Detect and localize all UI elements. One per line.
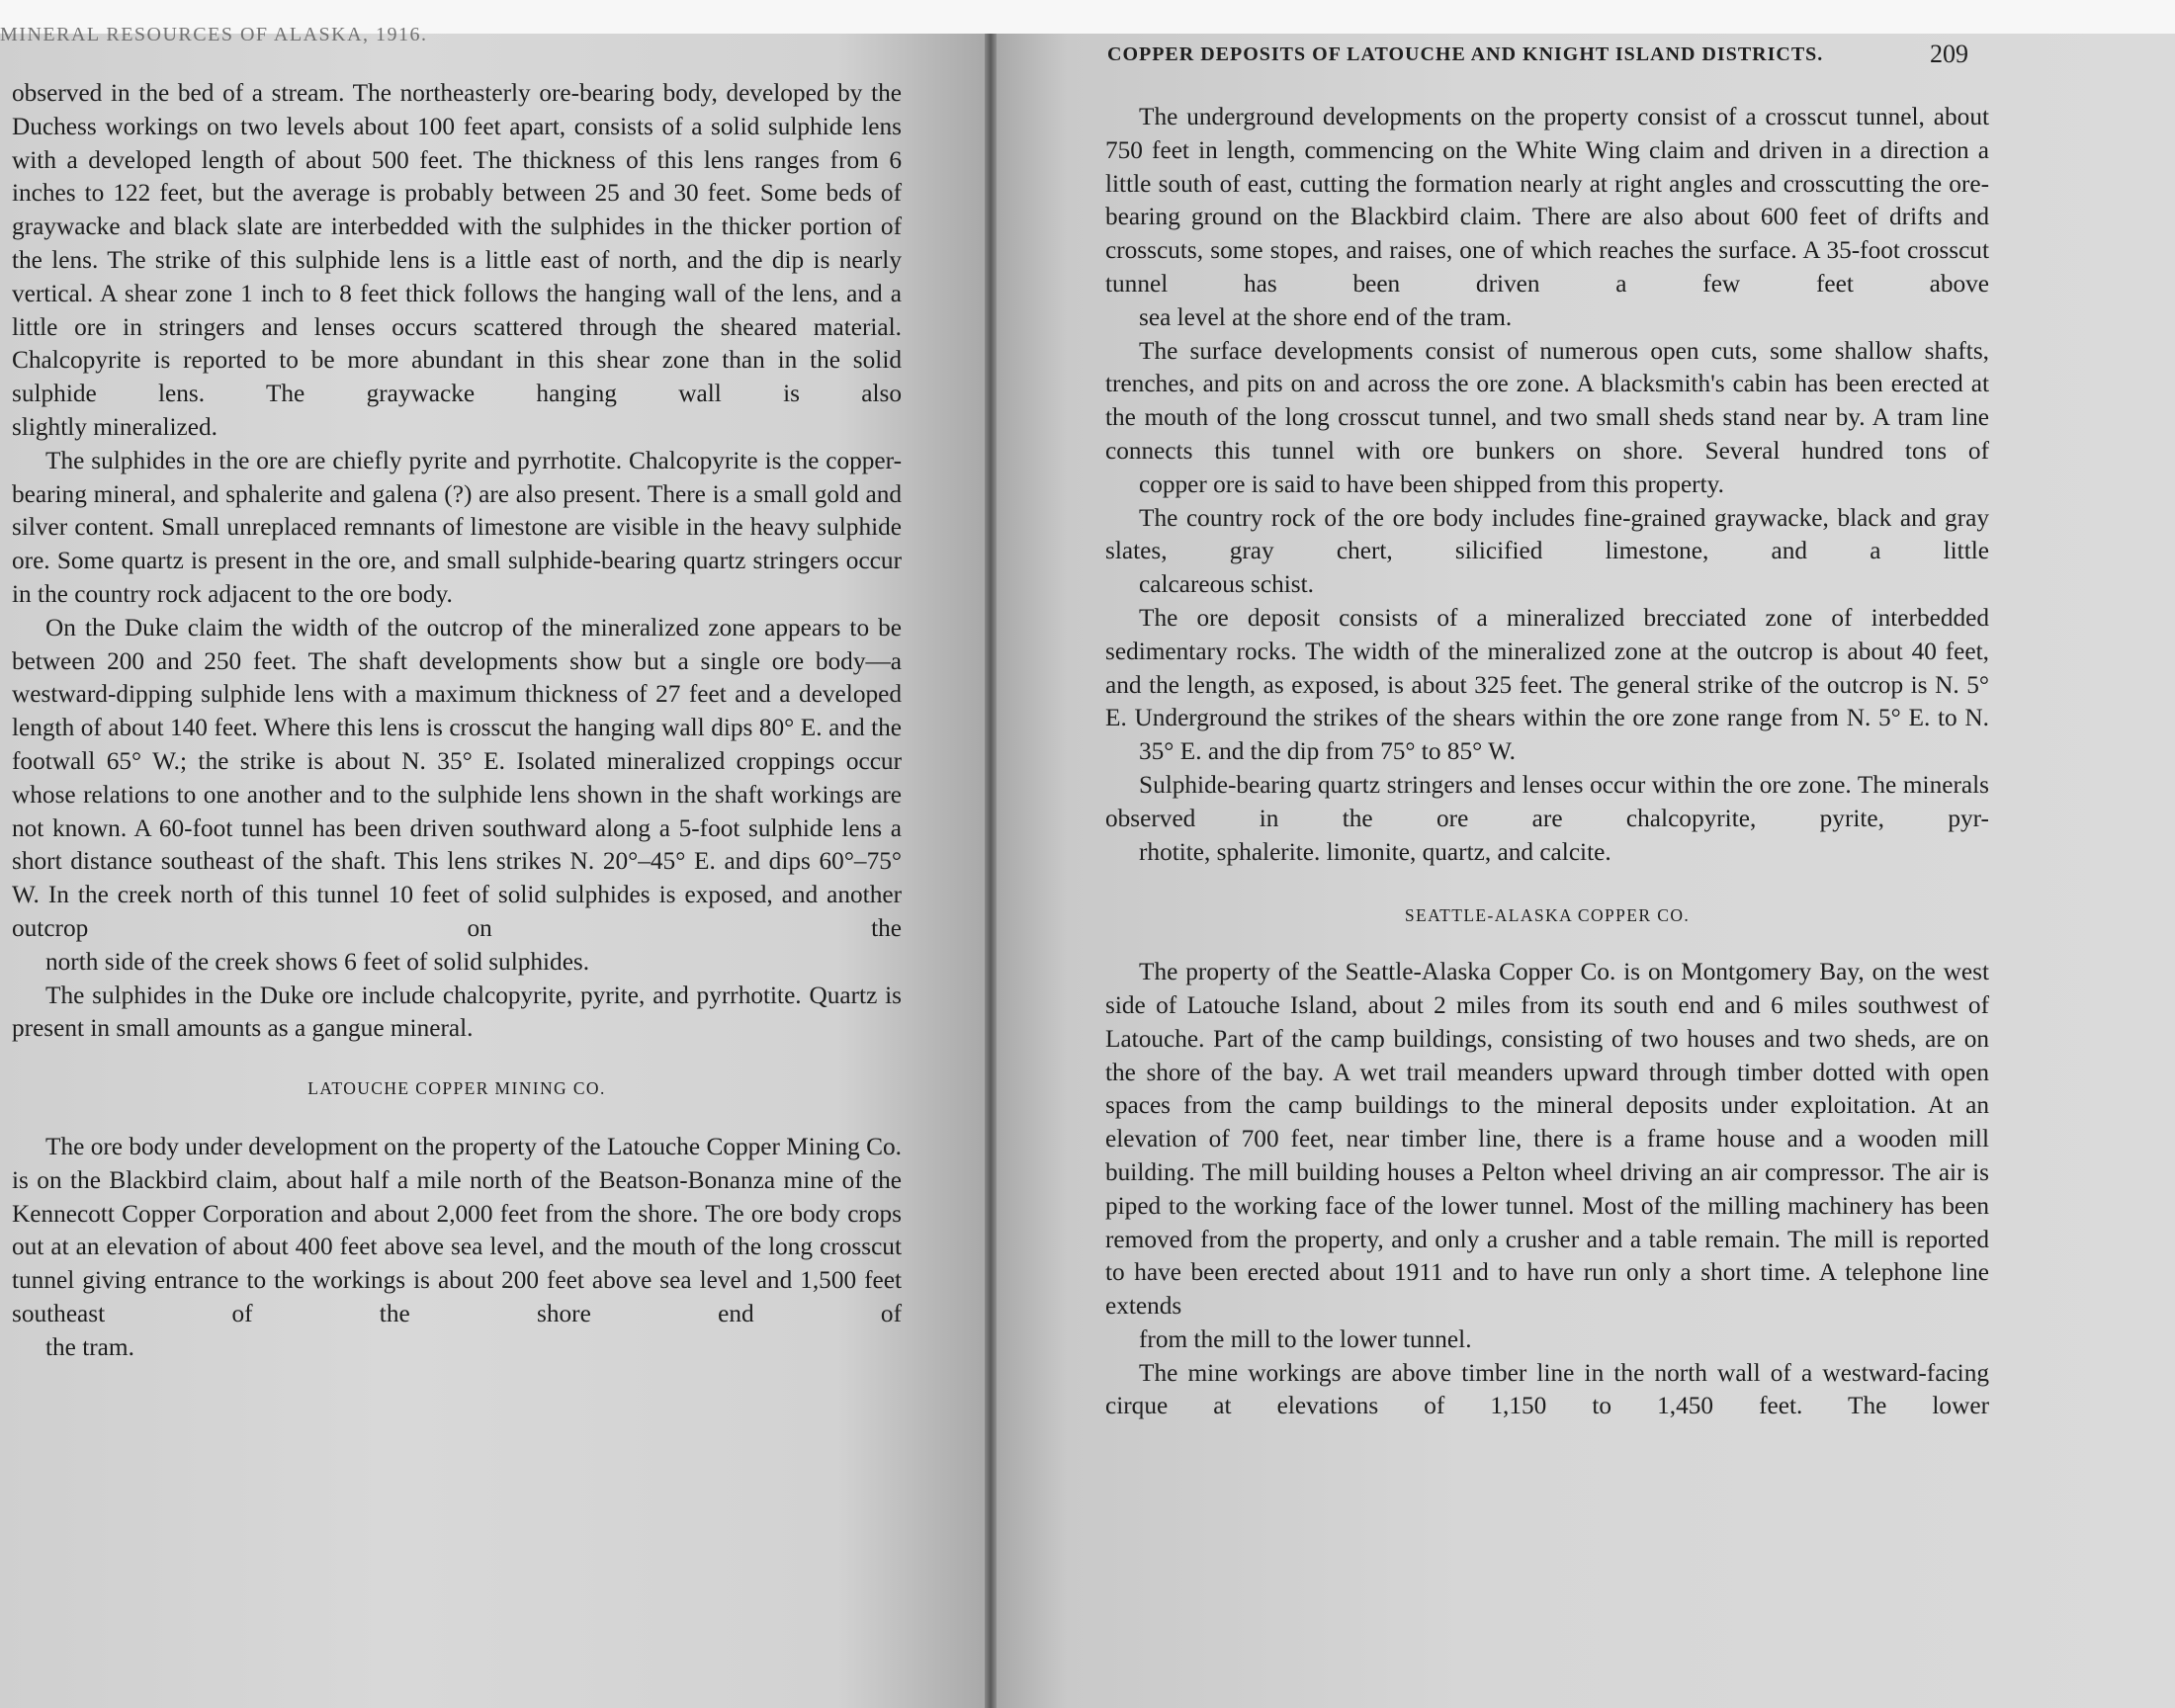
right-p4-body: The ore deposit consists of a mineralized brecciated zone of interbedded sedimentary rocks. The width of the mineralized zone at the outcrop is about 40 feet, and the length, as exposed, is about 325 feet. The general strike of the outcrop is N. 5° E. Underground the strikes of the shears within the ore zone range from N. 5° E. to N. bbox=[1105, 603, 1989, 732]
right-p2-body: The surface developments consist of numerous open cuts, some shallow shafts, trenches, and pits on and across the ore zone. A blacksmith's cabin has been erected at the mouth of the long crosscut tunnel, and two small sheds stand near by. A tram line connects this tunnel with ore bunkers on shore. Several hundred tons of bbox=[1105, 336, 1989, 465]
right-p3-end: calcareous schist. bbox=[1139, 570, 1315, 599]
left-paragraph-2: The sulphides in the ore are chiefly pyrite and pyrrhotite. Chalcopyrite is the copper-bearing mineral, and sphalerite and galena (?) are also present. There is a small gold and silver content. Small unreplaced remnants of limestone are visible in the heavy sulphide ore. Some quartz is present in the ore, and small sulphide-bearing quartz stringers occur in the country rock adjacent to the ore body. bbox=[12, 446, 902, 608]
left-p1-end: slightly mineralized. bbox=[12, 412, 218, 441]
left-page bbox=[0, 24, 985, 1708]
right-p1-body: The underground developments on the property consist of a crosscut tunnel, about 750 feet in length, commencing on the White Wing claim and driven in a direction a little south of east, cutting the formation nearly at right angles and crosscutting the ore-bearing ground on the Blackbird claim. There are also about 600 feet of drifts and crosscuts, some stopes, and raises, one of which reaches the surface. A 35-foot crosscut tunnel has been driven a few feet above bbox=[1105, 103, 1989, 298]
left-running-head: MINERAL RESOURCES OF ALASKA, 1916. bbox=[0, 24, 428, 45]
right-p6-end: from the mill to the lower tunnel. bbox=[1139, 1324, 1472, 1353]
right-paragraph-2 bbox=[1105, 335, 1989, 502]
right-p1-end: sea level at the shore end of the tram. bbox=[1139, 302, 1513, 331]
left-p5-end: the tram. bbox=[45, 1332, 134, 1361]
right-paragraph-5 bbox=[1105, 769, 1989, 869]
right-paragraph-7: The mine workings are above timber line in the north wall of a westward-facing cirque at elevations of 1,150 to 1,450 feet. The lower bbox=[1105, 1358, 1989, 1420]
right-page bbox=[997, 34, 2175, 1708]
left-paragraph-5 bbox=[12, 1131, 902, 1365]
right-paragraph-1 bbox=[1105, 101, 1989, 335]
right-p2-end: copper ore is said to have been shipped from this property. bbox=[1139, 470, 1724, 498]
right-p3-body: The country rock of the ore body includes fine-grained graywacke, black and gray slates, gray chert, silicified limestone, and a little bbox=[1105, 503, 1989, 565]
section-heading-latouche: LATOUCHE COPPER MINING CO. bbox=[307, 1078, 606, 1099]
right-p5-body: Sulphide-bearing quartz stringers and lenses occur within the ore zone. The minerals observed in the ore are chalcopyrite, pyrite, pyr- bbox=[1105, 770, 1989, 832]
right-running-head: COPPER DEPOSITS OF LATOUCHE AND KNIGHT ISLAND DISTRICTS. bbox=[1107, 43, 1824, 65]
right-page-number: 209 bbox=[1930, 40, 1968, 68]
left-p3-body: On the Duke claim the width of the outcrop of the mineralized zone appears to be between 200 and 250 feet. The shaft developments show but a single ore body—a westward-dipping sulphide lens with a maximum thickness of 27 feet and a developed length of about 140 feet. Where this lens is crosscut the hanging wall dips 80° E. and the footwall 65° W.; the strike is about N. 35° E. Isolated mineralized croppings occur whose relations to one another and to the sulphide lens shown in the shaft workings are not known. A 60-foot tunnel has been driven southward along a 5-foot sulphide lens a short distance southeast of the shaft. This lens strikes N. 20°–45° E. and dips 60°–75° W. In the creek north of this tunnel 10 feet of solid sulphides is exposed, and another outcrop on the bbox=[12, 613, 902, 942]
left-p5-body: The ore body under development on the property of the Latouche Copper Mining Co. is on the Blackbird claim, about half a mile north of the Beatson-Bonanza mine of the Kennecott Copper Corporation and about 2,000 feet from the shore. The ore body crops out at an elevation of about 400 feet above sea level, and the mouth of the long crosscut tunnel giving entrance to the workings is about 200 feet above sea level and 1,500 feet southeast of the shore end of bbox=[12, 1132, 902, 1327]
left-p3-end: north side of the creek shows 6 feet of solid sulphides. bbox=[45, 947, 590, 976]
right-paragraph-3 bbox=[1105, 502, 1989, 602]
book-gutter bbox=[985, 34, 997, 1708]
right-p4-end: 35° E. and the dip from 75° to 85° W. bbox=[1139, 737, 1516, 766]
right-p6-body: The property of the Seattle-Alaska Copper Co. is on Montgomery Bay, on the west side of Latouche Island, about 2 miles from its south end and 6 miles southwest of Latouche. Part of the camp buildings, consisting of two houses and two sheds, are on the shore of the bay. A wet trail meanders upward through timber dotted with open spaces from the camp buildings to the mineral deposits under exploitation. At an elevation of 700 feet, near timber line, there is a frame house and a wooden mill building. The mill building houses a Pelton wheel driving an air compressor. The air is piped to the working face of the lower tunnel. Most of the milling machinery has been removed from the property, and only a crusher and a table remain. The mill is reported to have been erected about 1911 and to have run only a short time. A telephone line extends bbox=[1105, 958, 1989, 1321]
left-paragraph-1 bbox=[12, 77, 902, 445]
right-paragraph-6 bbox=[1105, 956, 1989, 1357]
left-paragraph-3 bbox=[12, 612, 902, 980]
right-paragraph-4 bbox=[1105, 602, 1989, 769]
left-text-column bbox=[12, 77, 902, 1364]
section-heading-seattle-alaska: SEATTLE-ALASKA COPPER CO. bbox=[1404, 905, 1691, 926]
left-p1-body: observed in the bed of a stream. The northeasterly ore-bearing body, developed by the Duchess workings on two levels about 100 feet apart, consists of a solid sulphide lens with a developed length of about 500 feet. The thickness of this lens ranges from 6 inches to 122 feet, but the average is probably between 25 and 30 feet. Some beds of graywacke and black slate are interbedded with the sulphides in the thicker portion of the lens. The strike of this sulphide lens is a little east of north, and the dip is nearly vertical. A shear zone 1 inch to 8 feet thick follows the hanging wall of the lens, and a little ore in stringers and lenses occurs scattered through the sheared material. Chalcopyrite is reported to be more abundant in this shear zone than in the solid sulphide lens. The graywacke hanging wall is also bbox=[12, 79, 902, 408]
left-paragraph-4: The sulphides in the Duke ore include chalcopyrite, pyrite, and pyrrhotite. Quartz is present in small amounts as a gangue mineral. bbox=[12, 981, 902, 1043]
right-text-column bbox=[1105, 101, 1989, 1423]
right-p5-end: rhotite, sphalerite. limonite, quartz, and calcite. bbox=[1139, 837, 1611, 866]
